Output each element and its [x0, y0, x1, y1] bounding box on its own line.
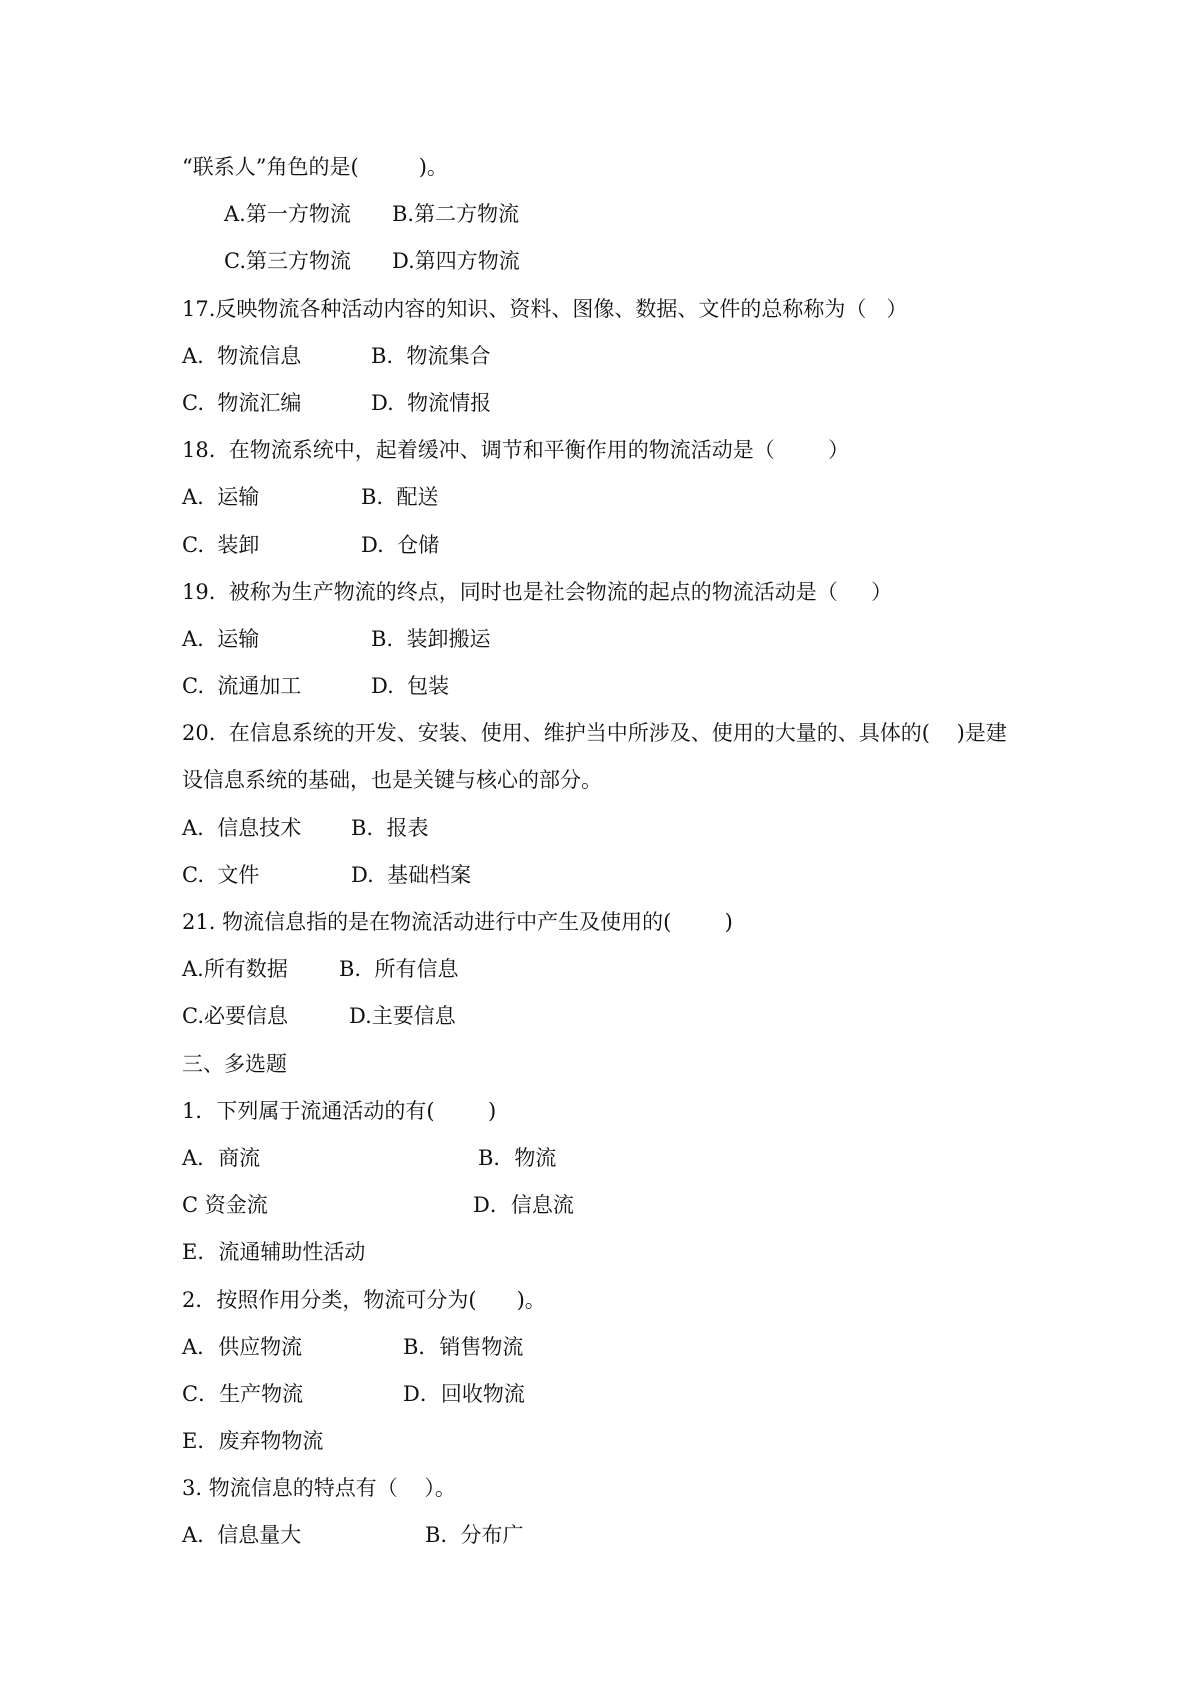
option-b: B. 报表 — [351, 815, 429, 840]
option-a: A.第一方物流 — [224, 202, 351, 227]
option-row — [182, 993, 1042, 1040]
option-a: A. 运输 — [182, 485, 260, 510]
question-stem: 21. 物流信息指的是在物流活动进行中产生及使用的( ) — [182, 910, 733, 934]
question-stem: “联系人”角色的是( )。 — [182, 155, 448, 179]
option-c: C.必要信息 — [182, 1004, 288, 1029]
option-row — [182, 805, 1042, 852]
option-row — [182, 1182, 1042, 1229]
question-stem: 3. 物流信息的特点有（ ）。 — [182, 1476, 456, 1501]
option-e: E．废弃物物流 — [182, 1429, 324, 1454]
option-d: D. 仓储 — [361, 532, 440, 557]
option-c: C. 物流汇编 — [182, 390, 302, 415]
option-a: A. 物流信息 — [182, 343, 302, 368]
option-a: A. 信息技术 — [182, 815, 302, 840]
question-stem: 19. 被称为生产物流的终点，同时也是社会物流的起点的物流活动是（ ） — [182, 579, 893, 604]
question-stem-continued: 设信息系统的基础，也是关键与核心的部分。 — [182, 768, 602, 793]
option-row — [182, 1418, 1042, 1465]
question-stem: 1．下列属于流通活动的有( ) — [182, 1098, 497, 1123]
option-a: A.所有数据 — [182, 957, 288, 982]
option-a: A. 信息量大 — [182, 1523, 302, 1548]
question-stem: 20. 在信息系统的开发、安装、使用、维护当中所涉及、使用的大量的、具体的( )是建 — [182, 721, 1007, 746]
option-row — [182, 380, 1042, 427]
option-d: D. 基础档案 — [351, 862, 472, 887]
option-b: B. 装卸搬运 — [371, 626, 491, 651]
option-row — [182, 1135, 1042, 1182]
option-row — [182, 238, 1042, 285]
option-row — [182, 663, 1042, 710]
option-c: C. 装卸 — [182, 532, 260, 557]
option-row — [182, 1324, 1042, 1371]
question-stem: 18. 在物流系统中，起着缓冲、调节和平衡作用的物流活动是（ ） — [182, 438, 850, 463]
option-row — [182, 616, 1042, 663]
option-b: B. 物流集合 — [371, 343, 491, 368]
option-d: D.第四方物流 — [392, 249, 520, 274]
option-d: D.主要信息 — [349, 1004, 456, 1029]
option-b: B．物流 — [478, 1145, 557, 1170]
option-c: C．生产物流 — [182, 1381, 304, 1406]
question-stem: 17.反映物流各种活动内容的知识、资料、图像、数据、文件的总称称为（ ） — [182, 296, 908, 321]
option-d: D. 物流情报 — [371, 390, 492, 415]
option-a: A. 运输 — [182, 626, 260, 651]
question-stem: 2．按照作用分类，物流可分为( )。 — [182, 1287, 546, 1312]
option-d: D．回收物流 — [403, 1381, 525, 1406]
document-page — [182, 144, 1042, 1560]
option-row — [182, 946, 1042, 993]
section-heading: 三、多选题 — [182, 1051, 287, 1076]
option-c: C 资金流 — [182, 1193, 268, 1218]
option-b: B.第二方物流 — [392, 202, 520, 227]
option-row — [182, 191, 1042, 238]
option-c: C. 流通加工 — [182, 674, 302, 699]
option-a: A．供应物流 — [182, 1334, 303, 1359]
option-row — [182, 1512, 1042, 1559]
option-row — [182, 852, 1042, 899]
option-b: B．销售物流 — [403, 1334, 524, 1359]
option-row — [182, 522, 1042, 569]
option-e: E．流通辅助性活动 — [182, 1240, 366, 1265]
option-b: B. 配送 — [361, 485, 439, 510]
option-b: B. 所有信息 — [339, 957, 459, 982]
option-d: D．信息流 — [473, 1193, 574, 1218]
option-a: A．商流 — [182, 1145, 261, 1170]
option-d: D. 包装 — [371, 674, 450, 699]
option-row — [182, 1371, 1042, 1418]
option-c: C.第三方物流 — [224, 249, 351, 274]
option-b: B. 分布广 — [425, 1523, 524, 1548]
option-row — [182, 1229, 1042, 1276]
option-row — [182, 333, 1042, 380]
option-c: C. 文件 — [182, 862, 260, 887]
option-row — [182, 474, 1042, 521]
